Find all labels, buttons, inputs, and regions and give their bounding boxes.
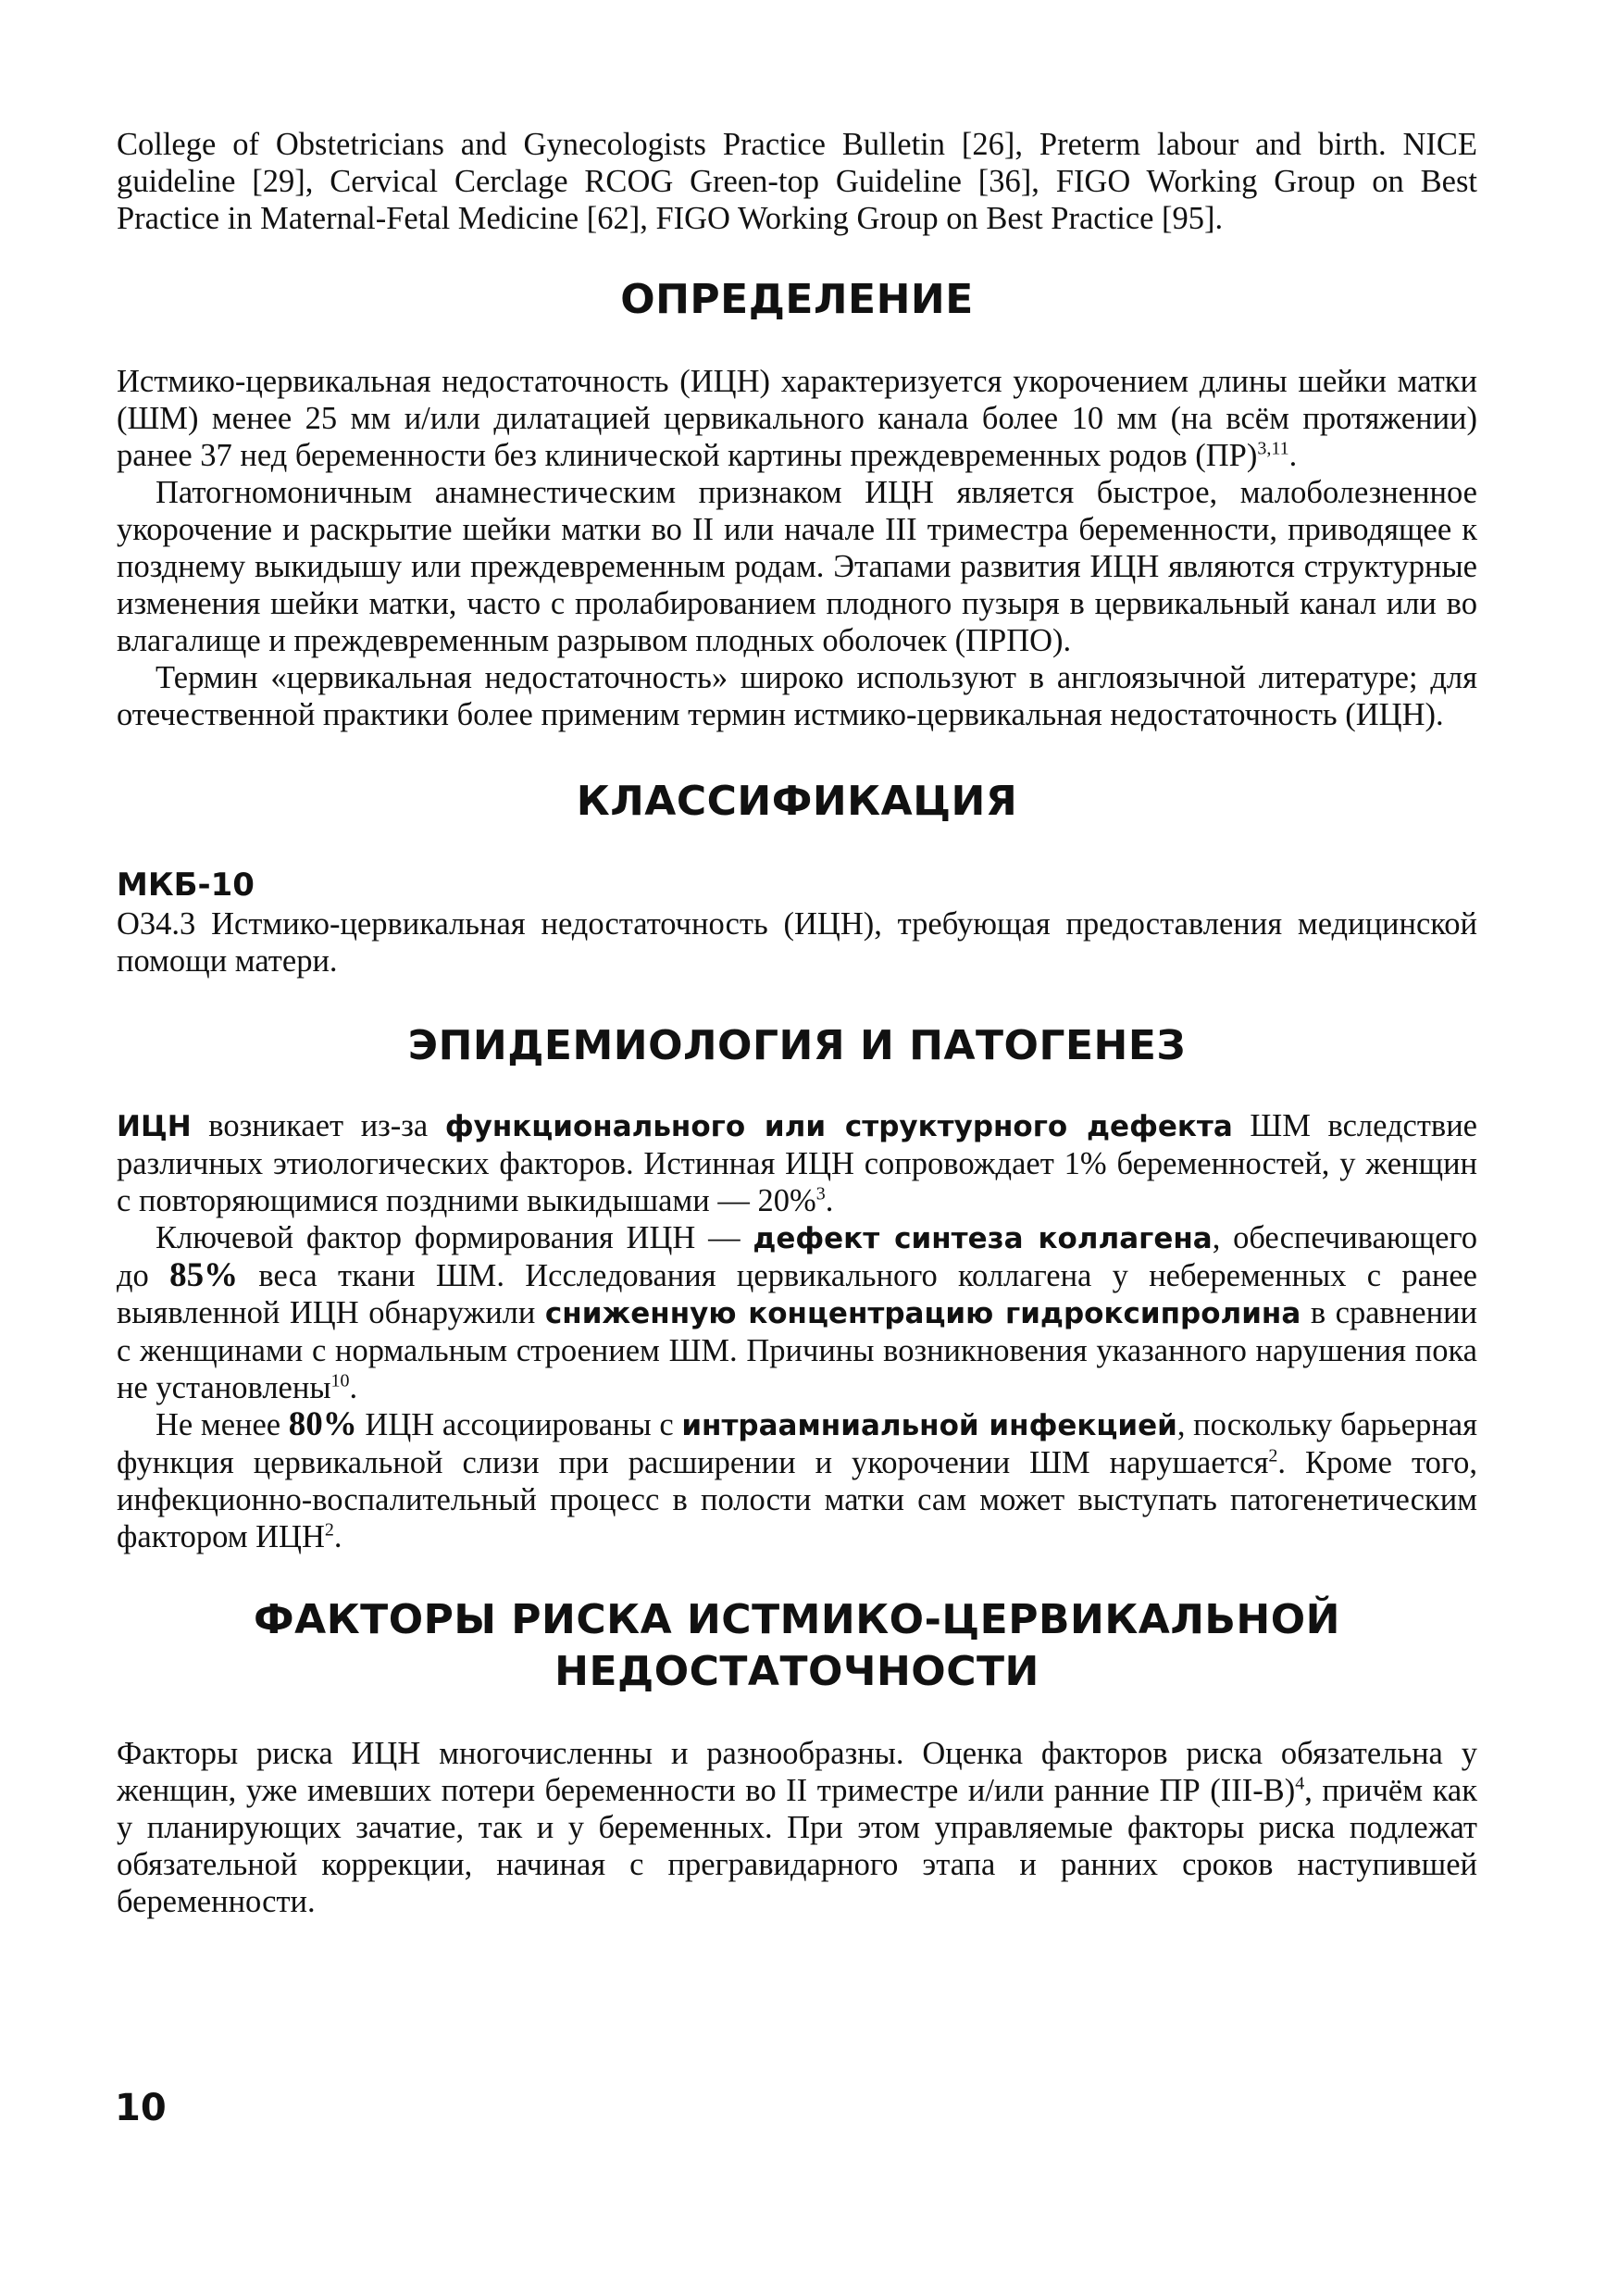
footnote-ref: 3,11 [1257, 438, 1289, 459]
definition-paragraph-2: Патогномоничным анамнестическим признаком ИЦН является быстрое, малоболезненное укорочение и раскрытие шейки матки во II или начале III триместра беременности, приводящее к позднему выкидышу или преждевременным родам. Этапами развития ИЦН являются структурные изменения шейки матки, часто с пролабированием плодного пузыря в цервикальный канал или во влагалище и преждевременным разрывом плодных оболочек (ПРПО). [117, 475, 1477, 658]
footnote-ref: 4 [1295, 1773, 1305, 1794]
footnote-ref: 3 [815, 1183, 826, 1204]
definition-heading: ОПРЕДЕЛЕНИЕ [620, 276, 974, 323]
epidemiology-paragraph-1: ИЦН возникает из-за функционального или структурного дефекта ШМ вследствие различных этиологических факторов. Истинная ИЦН сопровождает 1% беременностей, у женщин с повторяющимися поздними выкидышами — 20%$^3$. [117, 1108, 1477, 1218]
definition-paragraph-3: Термин «цервикальная недостаточность» широко используют в англоязычной литературе; для отечественной практики более применим термин истмико-цервикальная недостаточность (ИЦН). [117, 660, 1477, 732]
epidemiology-paragraph-3: Не менее 80% ИЦН ассоциированы с интраамниальной инфекцией, поскольку барьерная функция цервикальной слизи при расширении и укорочении ШМ нарушается$^2$. Кроме того, инфекционно-воспалительный процесс в полости матки сам может выступать патогенетическим фактором ИЦН$^2$. [117, 1405, 1477, 1554]
footnote-ref: 2 [324, 1519, 334, 1541]
page-content [117, 126, 1477, 1920]
footnote-ref: 10 [330, 1370, 350, 1391]
definition-paragraph-1: Истмико-цервикальная недостаточность (ИЦН) характеризуется укорочением длины шейки матки (ШМ) менее 25 мм и/или дилатацией цервикального канала более 10 мм (на всём протяжении) ранее 37 нед беременности без клинической картины преждевременных родов (ПР)$^{3,11}$. [117, 364, 1477, 473]
icd10-subheading: МКБ-10 [117, 867, 255, 904]
classification-heading: КЛАССИФИКАЦИЯ [576, 778, 1018, 825]
icd10-paragraph: O34.3 Истмико-цервикальная недостаточность (ИЦН), требующая предоставления медицинской помощи матери. [117, 906, 1477, 979]
page-number: 10 [115, 2087, 167, 2129]
epidemiology-paragraph-2: Ключевой фактор формирования ИЦН — дефект синтеза коллагена, обеспечивающего до 85% веса ткани ШМ. Исследования цервикального коллагена у небеременных с ранее выявленной ИЦН обнаружили сниженную концентрацию гидроксипролина в сравнении с женщинами с нормальным строением ШМ. Причины возникновения указанного нарушения пока не установлены$^{10}$. [117, 1220, 1477, 1405]
risk-factors-paragraph: Факторы риска ИЦН многочисленны и разнообразны. Оценка факторов риска обязательна у женщин, уже имевших потери беременности во II триместре и/или ранние ПР $(III-B)^4$, причём как у планирующих зачатие, так и у беременных. При этом управляемые факторы риска подлежат обязательной коррекции, начиная с прегравидарного этапа и ранних сроков наступившей беременности. [117, 1736, 1477, 1919]
intro-paragraph: College of Obstetricians and Gynecologists Practice Bulletin [26], Preterm labour and birth. NICE guideline [29], Cervical Cerclage RCOG Green-top Guideline [36], FIGO Working Group on Best Practice in Maternal-Fetal Medicine [62], FIGO Working Group on Best Practice [95]. [117, 127, 1477, 236]
risk-factors-heading: ФАКТОРЫ РИСКА ИСТМИКО-ЦЕРВИКАЛЬНОЙ НЕДОСТАТОЧНОСТИ [254, 1596, 1340, 1695]
footnote-ref: 2 [1268, 1445, 1278, 1466]
epidemiology-heading: ЭПИДЕМИОЛОГИЯ И ПАТОГЕНЕЗ [407, 1022, 1187, 1069]
